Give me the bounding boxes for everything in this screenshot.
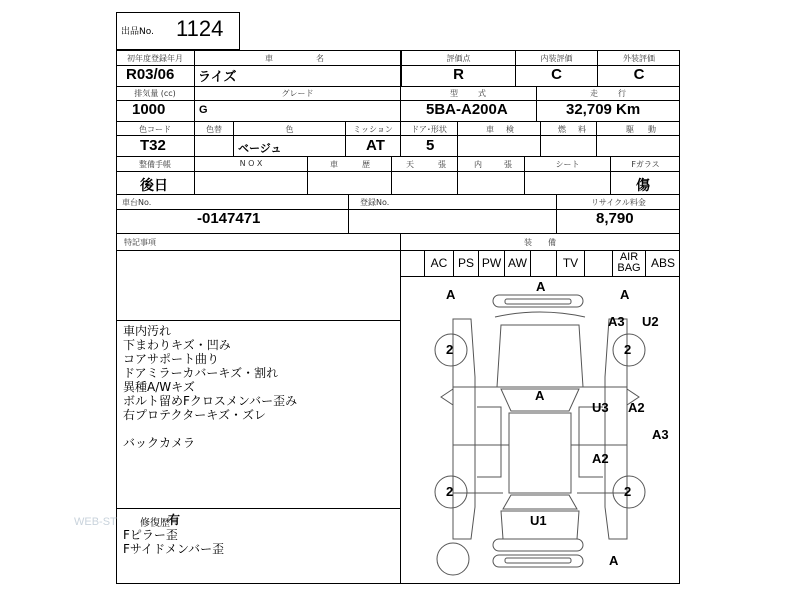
label-name: 名 xyxy=(316,54,324,63)
color-code-value: T32 xyxy=(140,137,166,154)
label-interior: 内装評価 xyxy=(540,54,573,63)
note-line: ドアミラーカバーキズ・割れ xyxy=(123,366,279,380)
label-fuel: 燃 xyxy=(558,125,566,134)
exterior-value: C xyxy=(633,66,645,83)
label-headliner: 天 xyxy=(406,160,414,169)
label-doors: ドア･形状 xyxy=(411,125,447,134)
notes-header: 特記事項 xyxy=(124,238,156,247)
equip-airbag: AIR BAG xyxy=(617,251,641,274)
label-color: 色 xyxy=(285,125,294,134)
equip-abs: ABS xyxy=(650,256,675,270)
label-car: 車 xyxy=(265,54,273,63)
damage-mark: A3 xyxy=(652,427,669,442)
label-headliner-2: 張 xyxy=(438,160,446,169)
label-mileage-2: 行 xyxy=(618,89,626,98)
lot-number: 1124 xyxy=(176,16,224,41)
label-transmission: ミッション xyxy=(353,125,393,134)
damage-mark: A xyxy=(446,287,456,302)
label-displacement: 排気量 (cc) xyxy=(134,89,176,98)
equip-tv: TV xyxy=(562,256,579,270)
label-fuel-2: 料 xyxy=(578,125,586,134)
note-line: 異種A/Wキズ xyxy=(123,380,195,394)
damage-mark: A2 xyxy=(628,400,645,415)
label-color-change: 色替 xyxy=(206,125,222,134)
equip-ac: AC xyxy=(430,256,448,270)
mileage-value: 32,709 Km xyxy=(566,101,641,118)
watermark: WEB-ST xyxy=(74,516,117,528)
label-color-code: 色コード xyxy=(139,125,171,134)
label-model-2: 式 xyxy=(478,89,486,98)
note-line: 右プロテクターキズ・ズレ xyxy=(123,408,267,422)
lot-label: 出品No. xyxy=(121,27,154,37)
doors-value: 5 xyxy=(426,137,435,154)
car-diagram xyxy=(401,277,680,583)
damage-mark: U1 xyxy=(530,513,547,528)
recycle-value: 8,790 xyxy=(596,210,634,227)
label-trim: 内 xyxy=(474,160,482,169)
chassis-value: -0147471 xyxy=(197,210,261,227)
repair-line: Fピラー歪 xyxy=(123,528,178,542)
label-service-book: 整備手帳 xyxy=(139,160,171,169)
note-line: 下まわりキズ・凹み xyxy=(123,338,231,352)
f-glass-value: 傷 xyxy=(636,178,650,194)
label-inspection: 車 xyxy=(486,125,494,134)
equip-aw: AW xyxy=(508,256,527,270)
label-model: 型 xyxy=(450,89,458,98)
label-drive-2: 動 xyxy=(648,125,656,134)
note-line: ボルト留めFクロスメンバー歪み xyxy=(123,394,298,408)
label-exterior: 外装評価 xyxy=(623,54,655,63)
damage-mark: U3 xyxy=(592,400,609,415)
equipment-header-2: 備 xyxy=(548,238,556,247)
damage-mark: A xyxy=(535,388,545,403)
label-registration: 登録No. xyxy=(360,198,390,207)
label-recycle: リサイクル料金 xyxy=(591,198,646,207)
model-name-value: ライズ xyxy=(198,70,237,85)
label-nox: N O X xyxy=(239,159,263,168)
label-trim-2: 張 xyxy=(504,160,512,169)
damage-mark: 2 xyxy=(624,484,632,499)
service-book-value: 後日 xyxy=(140,178,168,194)
color-value: ベージュ xyxy=(238,142,282,155)
interior-value: C xyxy=(551,66,562,83)
label-score: 評価点 xyxy=(446,54,471,63)
damage-mark: A xyxy=(620,287,630,302)
grade-value: G xyxy=(199,104,208,116)
label-seat: シート xyxy=(555,160,580,169)
repair-line: Fサイドメンバー歪 xyxy=(123,542,225,556)
label-inspection-2: 検 xyxy=(506,125,514,134)
damage-mark: A xyxy=(536,279,546,294)
damage-mark: A3 xyxy=(608,314,625,329)
transmission-value: AT xyxy=(366,137,385,154)
displacement-value: 1000 xyxy=(132,101,166,118)
damage-mark: 2 xyxy=(624,342,632,357)
repair-label: 修復歴 xyxy=(140,518,170,529)
damage-mark: U2 xyxy=(642,314,659,329)
repair-value: 有 xyxy=(168,513,181,527)
note-line: バックカメラ xyxy=(123,436,196,450)
label-grade: グレード xyxy=(281,89,314,98)
label-drive: 駆 xyxy=(626,125,634,134)
model-code-value: 5BA-A200A xyxy=(426,101,508,118)
damage-mark: A2 xyxy=(592,451,609,466)
label-mileage: 走 xyxy=(590,89,598,98)
label-reg-date: 初年度登録年月 xyxy=(127,54,183,63)
equip-pw: PW xyxy=(481,256,502,270)
score-value: R xyxy=(453,66,464,83)
equipment-header: 装 xyxy=(524,238,532,247)
label-history-2: 歴 xyxy=(362,160,370,169)
label-f-glass: Fガラス xyxy=(631,160,660,169)
damage-mark: 2 xyxy=(446,484,454,499)
equip-ps: PS xyxy=(457,256,474,270)
label-history: 車 xyxy=(330,160,338,169)
note-line: コアサポート曲り xyxy=(123,352,220,366)
damage-mark: 2 xyxy=(446,342,454,357)
note-line: 車内汚れ xyxy=(123,324,172,338)
label-chassis: 車台No. xyxy=(122,198,152,207)
damage-mark: A xyxy=(609,553,619,568)
reg-date-value: R03/06 xyxy=(126,66,175,83)
